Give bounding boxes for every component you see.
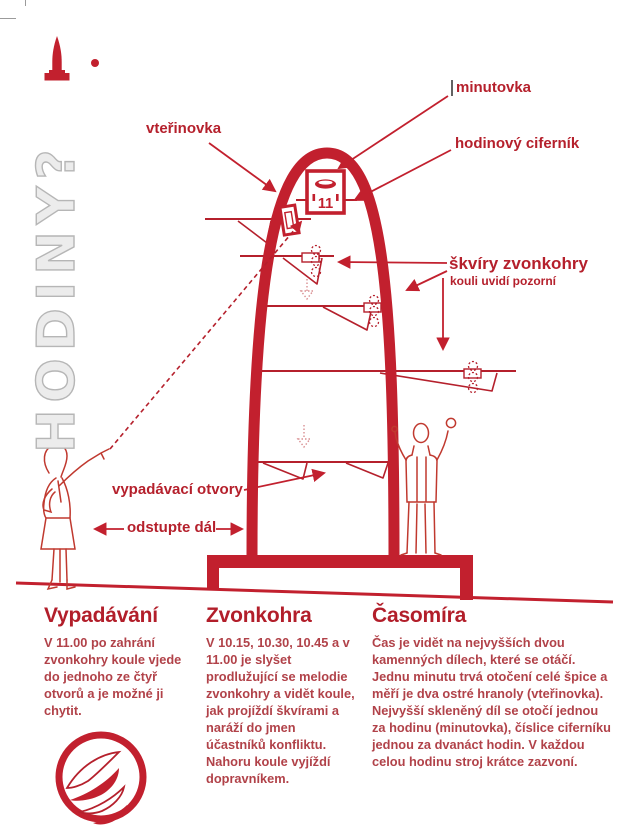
seconds-prism [280,205,299,235]
label-skviry-zvonkohry: škvíry zvonkohry [449,254,588,273]
label-skviry-subtitle: kouli uvidí pozorní [450,274,556,288]
chime-balls-icon [59,735,143,825]
woman-figure [41,445,109,589]
watermark-hodiny: HODINY? [27,142,87,453]
label-minutovka: minutovka [456,79,532,96]
label-vterinovka: vteřinovka [146,120,222,137]
drop-hole-left [263,463,307,479]
section-body-vypadavani: V 11.00 po zahrání zvonkohry koule vjede do jednoho ze čtyř otvorů a je možné ji chytit. [44,635,182,719]
arrow-vterinovka [209,143,275,191]
chute-top [238,221,271,243]
ground-line [16,583,613,602]
section-title-casomira: Časomíra [372,604,467,627]
drop-arrow-icon [298,279,313,447]
man-figure [392,418,456,555]
arrow-minutovka [339,96,448,168]
label-odstupte-dal: odstupte dál [127,519,217,536]
clock-hour: 11 [317,196,334,212]
crop-marks [0,0,26,19]
dot-icon [91,59,99,67]
section-title-vypadavani: Vypadávání [44,604,158,627]
section-vypadavani [44,604,200,719]
arrow-skviry-left [339,262,447,263]
arrow-cifernik [355,150,451,200]
section-body-zvonkohra: V 10.15, 10.30, 10.45 a v 11.00 je slyšet prodlužující se melodie zvonkohry a vidět koule, jak projíždí škvírami a naráží do jmen účastníků konfliktu. Nahoru koule vyjíždí dopravníkem. [206,635,355,787]
section-body-casomira: Čas je vidět na nejvyšších dvou kamenných dílech, které se otáčí. Jednu minutu trvá otočení celé špice a měří je dva ostré hranoly (vteřinovka). Nejvyšší skleněný díl se otočí jednou za hodinu (minutovka), číslice ciferníku jednou za dvanáct hodin. V každou celou hodinu stroj krátce zazvoní. [372,635,611,770]
label-hodinovy-cifernik: hodinový ciferník [455,135,580,152]
clock-face [307,171,344,213]
drop-hole-right [346,463,388,478]
tower-silhouette-icon [45,36,100,81]
arrow-skviry-diag [407,271,447,290]
section-zvonkohra [206,604,358,787]
label-vypadavaci-otvory: vypadávací otvory [112,481,243,498]
section-title-zvonkohra: Zvonkohra [206,604,312,627]
sight-line [110,222,301,449]
section-casomira [372,604,614,770]
